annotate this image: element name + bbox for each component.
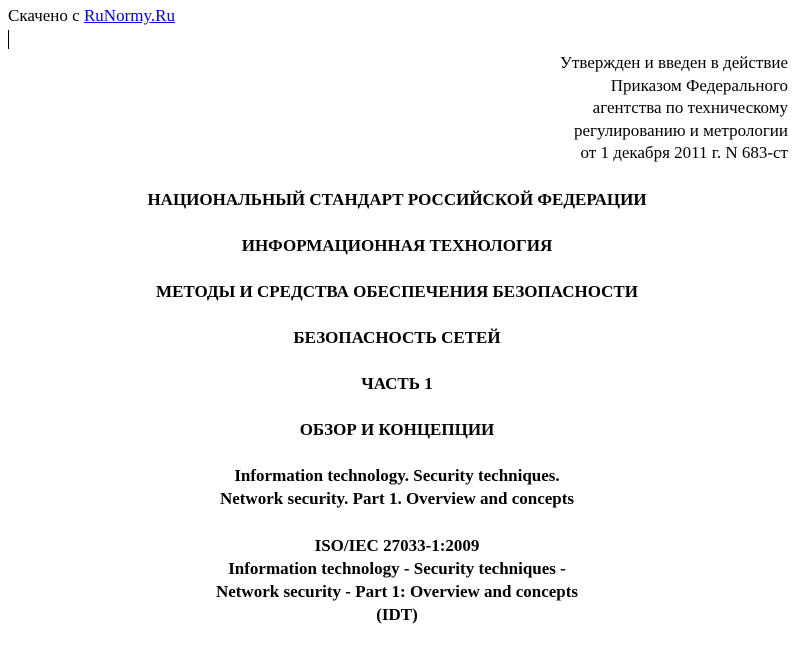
network-security-heading: БЕЗОПАСНОСТЬ СЕТЕЙ: [293, 328, 501, 347]
part-heading: ЧАСТЬ 1: [361, 374, 433, 393]
english-title-line: Information technology. Security techniques.: [234, 466, 560, 485]
iso-line: ISO/IEC 27033-1:2009: [314, 536, 480, 555]
info-tech-heading: ИНФОРМАЦИОННАЯ ТЕХНОЛОГИЯ: [241, 236, 553, 255]
approval-line: Приказом Федерального: [610, 75, 788, 95]
iso-block: [0, 534, 794, 626]
approval-line: от 1 декабря 2011 г. N 683-ст: [580, 143, 788, 162]
source-line: [8, 6, 175, 26]
methods-heading: МЕТОДЫ И СРЕДСТВА ОБЕСПЕЧЕНИЯ БЕЗОПАСНОСТИ: [156, 282, 638, 301]
source-prefix: Скачено с: [8, 6, 84, 25]
approval-line: регулированию и метрологии: [573, 120, 788, 140]
approval-line: Утвержден и введен в действие: [559, 53, 788, 72]
iso-line: (IDT): [376, 605, 418, 624]
overview-heading: ОБЗОР И КОНЦЕПЦИИ: [299, 420, 495, 439]
approval-block: [428, 52, 788, 165]
english-title-line: Network security. Part 1. Overview and concepts: [219, 489, 575, 508]
iso-line: Network security - Part 1: Overview and concepts: [215, 582, 579, 601]
national-standard-heading: НАЦИОНАЛЬНЫЙ СТАНДАРТ РОССИЙСКОЙ ФЕДЕРАЦИИ: [147, 190, 647, 209]
iso-line: Information technology - Security techniques -: [228, 559, 566, 578]
english-title: [0, 464, 794, 510]
source-link[interactable]: RuNormy.Ru: [83, 6, 175, 25]
text-cursor: [8, 30, 9, 49]
approval-line: агентства по техническому: [592, 98, 788, 117]
